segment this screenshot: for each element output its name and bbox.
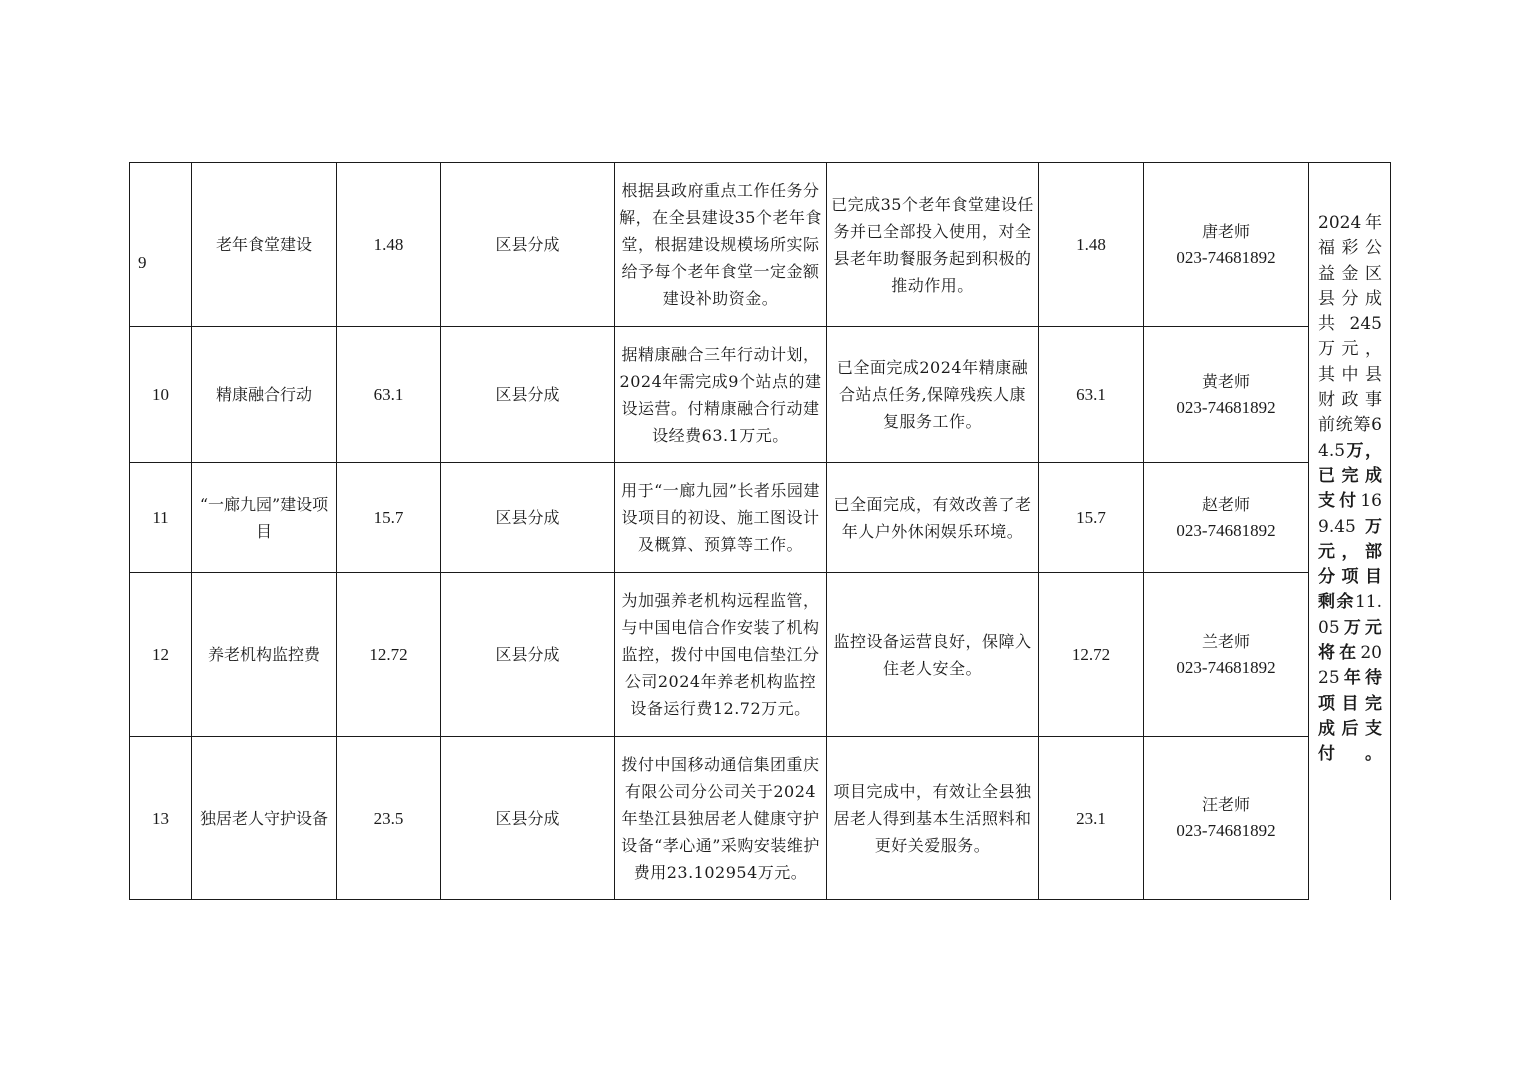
contact (1144, 573, 1309, 737)
contact (1144, 463, 1309, 573)
contact-name: 汪老师 (1201, 795, 1250, 814)
contact-name: 赵老师 (1201, 494, 1250, 514)
contact-name: 黄老师 (1201, 371, 1250, 391)
project-result: 已完成35个老年食堂建设任务并已全部投入使用，对全县老年助餐服务起到积极的推动作用。 (827, 163, 1039, 327)
project-name: 养老机构监控费 (192, 573, 337, 737)
paid-amount: 63.1 (1039, 327, 1144, 463)
allocated-amount: 23.5 (337, 737, 441, 900)
remarks-part-bold: 万，已完成支付 (1318, 440, 1382, 512)
remarks-part: 11.05 (1318, 592, 1382, 638)
allocated-amount: 63.1 (337, 327, 441, 463)
row-index: 12 (130, 573, 192, 737)
contact-phone: 023-74681892 (1176, 520, 1276, 540)
paid-amount: 1.48 (1039, 163, 1144, 327)
contact-phone: 023-74681892 (1176, 657, 1276, 677)
fund-source: 区县分成 (441, 573, 615, 737)
row-index: 11 (130, 463, 192, 573)
fund-source: 区县分成 (441, 163, 615, 327)
project-name: “一廊九园”建设项目 (192, 463, 337, 573)
fund-source: 区县分成 (441, 327, 615, 463)
row-index: 9 (130, 163, 192, 327)
table-row (130, 573, 1309, 737)
project-content: 为加强养老机构远程监管，与中国电信合作安装了机构监控，拨付中国电信垫江分公司2024年养老机构监控设备运行费12.72万元。 (615, 573, 827, 737)
allocated-amount: 12.72 (337, 573, 441, 737)
contact (1144, 163, 1309, 327)
contact-phone: 023-74681892 (1176, 821, 1276, 840)
row-index: 10 (130, 327, 192, 463)
table-row (130, 463, 1309, 573)
paid-amount: 23.1 (1039, 737, 1144, 900)
project-name: 老年食堂建设 (192, 163, 337, 327)
remarks-part: 2025 (1318, 643, 1382, 689)
fund-source: 区县分成 (441, 463, 615, 573)
contact-name: 兰老师 (1201, 631, 1250, 651)
remarks-part: 2024年福彩公益金区县分成共245万元，其中县财政事前统筹64.5 (1318, 213, 1382, 461)
project-content: 据精康融合三年行动计划，2024年需完成9个站点的建设运营。付精康融合行动建设经费63.1万元。 (615, 327, 827, 463)
table-row (130, 163, 1309, 327)
remarks-part-bold: 年待项目完成后支付。 (1318, 668, 1382, 765)
project-result: 监控设备运营良好，保障入住老人安全。 (827, 573, 1039, 737)
project-content: 用于“一廊九园”长者乐园建设项目的初设、施工图设计及概算、预算等工作。 (615, 463, 827, 573)
project-name: 精康融合行动 (192, 327, 337, 463)
allocated-amount: 15.7 (337, 463, 441, 573)
project-content: 根据县政府重点工作任务分解，在全县建设35个老年食堂，根据建设规模场所实际给予每个老年食堂一定金额建设补助资金。 (615, 163, 827, 327)
contact-phone: 023-74681892 (1176, 397, 1276, 417)
contact (1144, 327, 1309, 463)
fund-source: 区县分成 (441, 737, 615, 900)
project-name: 独居老人守护设备 (192, 737, 337, 900)
remarks-column (1308, 162, 1391, 900)
contact (1144, 737, 1309, 900)
paid-amount: 15.7 (1039, 463, 1144, 573)
remarks-part-bold: 万元，部分项目剩余 (1318, 516, 1382, 613)
paid-amount: 12.72 (1039, 573, 1144, 737)
table-row (130, 737, 1309, 900)
project-result: 项目完成中，有效让全县独居老人得到基本生活照料和更好关爱服务。 (827, 737, 1039, 900)
remarks-part: 169.45 (1318, 491, 1382, 537)
funding-table-page (129, 162, 1391, 900)
contact-phone: 023-74681892 (1176, 247, 1276, 267)
project-content: 拨付中国移动通信集团重庆有限公司分公司关于2024年垫江县独居老人健康守护设备“孝心通”采购安装维护费用23.102954万元。 (615, 737, 827, 900)
project-result: 已全面完成2024年精康融合站点任务,保障残疾人康复服务工作。 (827, 327, 1039, 463)
allocated-amount: 1.48 (337, 163, 441, 327)
funding-table (129, 162, 1309, 900)
row-index: 13 (130, 737, 192, 900)
project-result: 已全面完成，有效改善了老年人户外休闲娱乐环境。 (827, 463, 1039, 573)
contact-name: 唐老师 (1201, 221, 1250, 241)
remarks-part-bold: 万元将在 (1318, 617, 1382, 664)
table-row (130, 327, 1309, 463)
remarks-text (1318, 211, 1382, 768)
